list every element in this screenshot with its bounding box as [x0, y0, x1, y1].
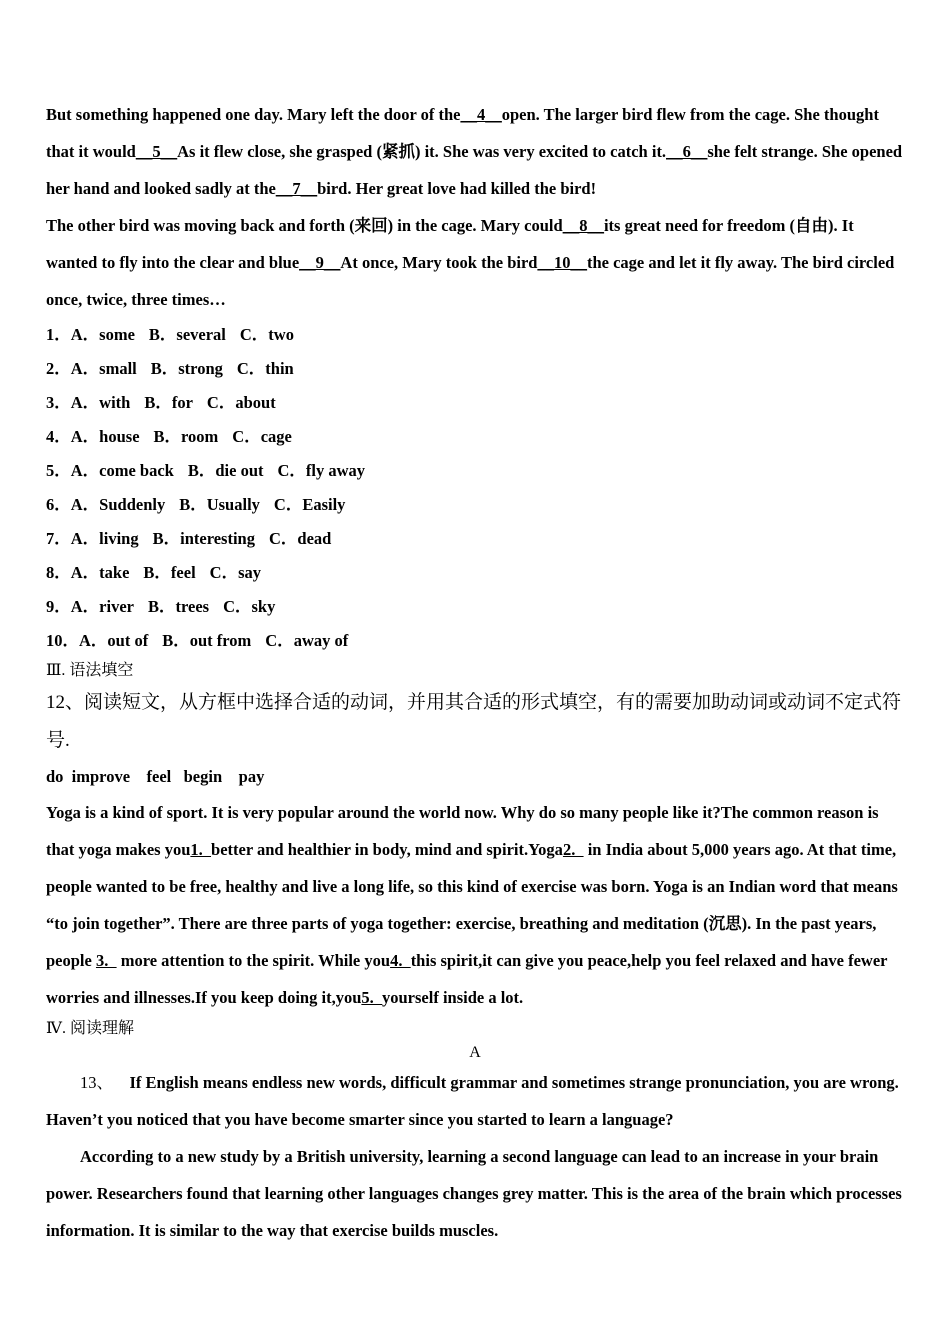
blank-3: 3. [95, 951, 117, 970]
option-a: A．Suddenly [70, 495, 166, 514]
passage-label: A [469, 1044, 481, 1061]
option-b: B．Usually [179, 495, 260, 514]
question-item: 2．A．small B．strong C．thin [46, 359, 294, 378]
question-item: 1．A．some B．several C．two [46, 325, 294, 344]
option-c: C．cage [232, 427, 292, 446]
option-a: A．small [70, 359, 137, 378]
option-b: B．die out [187, 461, 264, 480]
option-c: C．dead [268, 529, 332, 548]
option-a: A．with [70, 393, 131, 412]
blank-10: __10__ [537, 253, 587, 272]
blank-8: __8__ [562, 216, 604, 235]
blank-5: 5. [361, 988, 382, 1007]
option-c: C．say [209, 563, 261, 582]
blank-1: 1. [190, 840, 212, 859]
question-item: 3．A．with B．for C．about [46, 393, 276, 412]
passage-paragraph-1: But something happened one day. Mary left the door of the__4__open. The larger bird flew from the cage. She thought that it would__5__As it flew close, she grasped (紧抓) it. She was very excited to catch it.__6__she felt strange. She opened her hand and looked sadly at the__7__bird. Her great love had killed the bird! [46, 105, 903, 198]
question-item: 7．A．living B．interesting C．dead [46, 529, 332, 548]
option-c: C．about [206, 393, 276, 412]
question-item: 8．A．take B．feel C．say [46, 563, 261, 582]
blank-4: 4. [390, 951, 411, 970]
blank-6: __6__ [666, 142, 708, 161]
option-c: C．Easily [273, 495, 346, 514]
option-b: B．room [153, 427, 219, 446]
question-item: 4．A．house B．room C．cage [46, 427, 292, 446]
option-b: B．out from [162, 631, 252, 650]
option-b: B．for [144, 393, 193, 412]
reading-paragraph-1: 13、 If English means endless new words, difficult grammar and sometimes strange pronunciation, you are wrong. Haven’t you noticed that you have become smarter since you started to learn a language? [46, 1073, 899, 1129]
option-c: C．sky [223, 597, 276, 616]
option-c: C．away of [265, 631, 349, 650]
option-b: B．several [148, 325, 226, 344]
option-b: B．interesting [152, 529, 255, 548]
question-item: 5．A．come back B．die out C．fly away [46, 461, 366, 480]
question-item: 9．A．river B．trees C．sky [46, 597, 276, 616]
question-number: 13、 [80, 1073, 113, 1092]
option-a: A．come back [70, 461, 174, 480]
section-4-heading: Ⅳ. 阅读理解 [46, 1020, 134, 1037]
reading-paragraph-2: According to a new study by a British university, learning a second language can lead to an increase in your brain power. Researchers found that learning other languages changes grey matter. This is the area of the brain which processes information. It is similar to the way that exercise builds muscles. [46, 1147, 902, 1240]
option-a: A．take [70, 563, 130, 582]
blank-7: __7__ [275, 179, 318, 198]
option-a: A．living [70, 529, 139, 548]
option-c: C．two [239, 325, 294, 344]
option-a: A．out of [79, 631, 149, 650]
blank-4: __4__ [460, 105, 502, 124]
option-c: C．thin [236, 359, 294, 378]
question-item: 6．A．Suddenly B．Usually C．Easily [46, 495, 346, 514]
question-list [46, 318, 904, 658]
option-a: A．river [70, 597, 134, 616]
option-a: A．some [70, 325, 135, 344]
section-3-heading: Ⅲ. 语法填空 [46, 662, 134, 679]
blank-2: 2. [562, 840, 584, 859]
page-content [46, 96, 904, 1249]
option-a: A．house [70, 427, 140, 446]
option-c: C．fly away [277, 461, 366, 480]
option-b: B．trees [147, 597, 210, 616]
question-item: 10．A．out of B．out from C．away of [46, 631, 349, 650]
section-3-instruction: 12、阅读短文，从方框中选择合适的动词，并用其合适的形式填空，有的需要加助动词或动词不定式符号. [46, 692, 902, 751]
blank-9: __9__ [299, 253, 341, 272]
word-box: do improve feel begin pay [46, 767, 265, 786]
passage-paragraph-2: The other bird was moving back and forth (来回) in the cage. Mary could__8__its great need for freedom (自由). It wanted to fly into the clear and blue__9__At once, Mary took the bird__10__the cage and let it fly away. The bird circled once, twice, three times… [46, 216, 895, 309]
blank-5: __5__ [135, 142, 178, 161]
option-b: B．feel [143, 563, 196, 582]
option-b: B．strong [150, 359, 223, 378]
yoga-passage: Yoga is a kind of sport. It is very popular around the world now. Why do so many people like it?The common reason is that yoga makes you1. better and healthier in body, mind and spirit.Yoga2. in India about 5,000 years ago. At that time, people wanted to be free, healthy and live a long life, so this kind of exercise was born. Yoga is an Indian word that means “to join together”. There are three parts of yoga together: exercise, breathing and meditation (沉思). In the past years, people 3. more attention to the spirit. While you4. this spirit,it can give you peace,help you feel relaxed and have fewer worries and illnesses.If you keep doing it,you5. yourself inside a lot. [46, 803, 898, 1007]
